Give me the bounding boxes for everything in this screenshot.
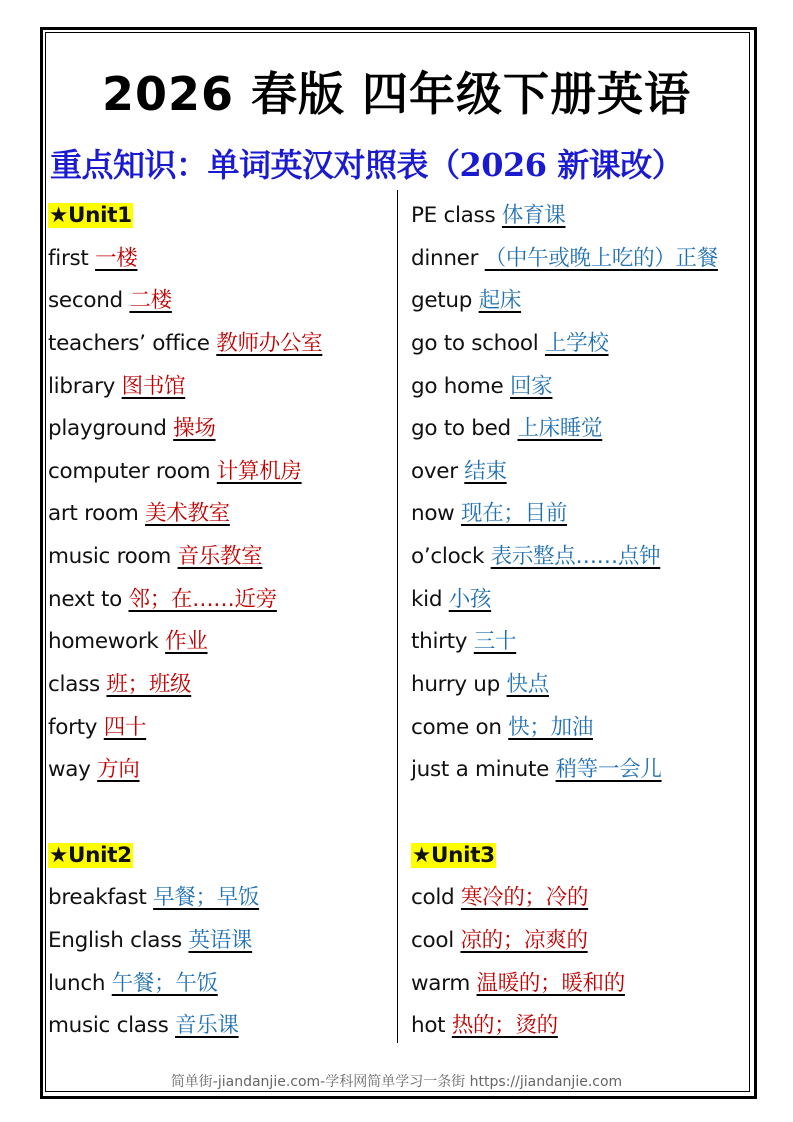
vocab-entry [48, 579, 393, 622]
chinese-meaning: 快；加油 [508, 714, 594, 740]
chinese-meaning: 方向 [97, 757, 140, 783]
english-word: breakfast [48, 885, 147, 911]
chinese-meaning: 上床睡觉 [517, 416, 603, 442]
english-word: getup [411, 288, 473, 314]
english-word: hurry up [411, 672, 500, 698]
english-word: art room [48, 501, 139, 527]
chinese-meaning: （中午或晚上吃的）正餐 [484, 245, 718, 271]
english-word: playground [48, 416, 167, 442]
unit-label: ★Unit3 [412, 842, 495, 868]
vocab-entry [48, 963, 393, 1006]
english-word: way [48, 757, 91, 783]
vocab-entry [48, 1005, 393, 1048]
chinese-meaning: 音乐课 [175, 1013, 239, 1039]
vocab-entry [48, 877, 393, 920]
vocab-entry [48, 664, 393, 707]
vocab-entry [48, 238, 393, 281]
english-word: music room [48, 544, 172, 570]
vocab-entry [411, 963, 751, 1006]
chinese-meaning: 三十 [473, 629, 517, 655]
english-word: go home [411, 373, 504, 399]
english-word: go to school [411, 330, 539, 356]
left-column [48, 195, 393, 1048]
vocab-entry [48, 323, 393, 366]
english-word: hot [411, 1013, 446, 1039]
vocab-entry [411, 877, 751, 920]
chinese-meaning: 起床 [478, 288, 522, 314]
english-word: lunch [48, 970, 106, 996]
chinese-meaning: 四十 [103, 714, 147, 740]
chinese-meaning: 寒冷的；冷的 [460, 885, 589, 911]
chinese-meaning: 英语课 [188, 927, 253, 953]
chinese-meaning: 班；班级 [106, 672, 192, 698]
chinese-meaning: 二楼 [129, 288, 172, 314]
vocab-entry [48, 707, 393, 750]
vocab-entry [411, 366, 751, 409]
vocab-entry [48, 621, 393, 664]
footer-watermark: 简单街-jiandanjie.com-学科网简单学习一条街 https://jiandanjie.com [170, 1074, 623, 1090]
chinese-meaning: 现在；目前 [461, 501, 568, 527]
unit-heading [48, 195, 393, 238]
vocab-entry [48, 920, 393, 963]
blank-row [411, 792, 751, 835]
vocab-entry [411, 920, 751, 963]
chinese-meaning: 上学校 [544, 330, 609, 356]
vocab-entry [48, 536, 393, 579]
english-word: homework [48, 629, 159, 655]
chinese-meaning: 美术教室 [145, 501, 230, 527]
chinese-meaning: 快点 [506, 672, 549, 698]
chinese-meaning: 体育课 [501, 203, 566, 228]
vocab-entry [411, 1005, 751, 1048]
chinese-meaning: 邻；在……近旁 [128, 586, 277, 612]
english-word: over [411, 458, 458, 484]
english-word: come on [411, 714, 502, 740]
chinese-meaning: 早餐；早饭 [153, 885, 260, 911]
chinese-meaning: 温暖的；暖和的 [476, 970, 625, 996]
page-subtitle: 重点知识：单词英汉对照表（2026 新课改） [50, 146, 684, 184]
english-word: o’clock [411, 544, 485, 570]
vocab-entry [48, 280, 393, 323]
english-word: second [48, 288, 123, 314]
english-word: PE class [411, 203, 496, 228]
chinese-meaning: 一楼 [95, 245, 138, 271]
chinese-meaning: 结束 [464, 458, 507, 484]
english-word: just a minute [411, 757, 550, 783]
english-word: English class [48, 927, 182, 953]
chinese-meaning: 表示整点……点钟 [490, 544, 661, 570]
vocab-entry [411, 621, 751, 664]
blank-row [48, 792, 393, 835]
chinese-meaning: 计算机房 [216, 458, 302, 484]
english-word: library [48, 373, 116, 399]
chinese-meaning: 小孩 [448, 586, 492, 612]
english-word: music class [48, 1013, 169, 1039]
english-word: now [411, 501, 455, 527]
english-word: thirty [411, 629, 468, 655]
vocab-entry [411, 664, 751, 707]
chinese-meaning: 凉的；凉爽的 [460, 927, 588, 953]
english-word: cool [411, 927, 454, 953]
unit-heading [48, 835, 393, 878]
unit-heading [411, 835, 751, 878]
vocab-entry [48, 451, 393, 494]
english-word: first [48, 245, 89, 271]
english-word: warm [411, 970, 470, 996]
english-word: teachers’ office [48, 330, 210, 356]
unit-label: ★Unit1 [49, 203, 132, 228]
english-word: forty [48, 714, 98, 740]
vocab-entry [411, 238, 751, 281]
chinese-meaning: 稍等一会儿 [555, 757, 662, 783]
vocab-entry [411, 408, 751, 451]
chinese-meaning: 教师办公室 [216, 330, 323, 356]
vocab-entry [48, 749, 393, 792]
unit-label: ★Unit2 [49, 842, 132, 868]
vocab-entry [48, 493, 393, 536]
vocab-entry [411, 749, 751, 792]
english-word: go to bed [411, 416, 511, 442]
chinese-meaning: 图书馆 [121, 373, 186, 399]
english-word: computer room [48, 458, 211, 484]
chinese-meaning: 热的；烫的 [451, 1013, 558, 1039]
english-word: next to [48, 586, 122, 612]
english-word: cold [411, 885, 455, 911]
vocab-entry [411, 195, 751, 238]
chinese-meaning: 音乐教室 [177, 544, 263, 570]
english-word: dinner [411, 245, 479, 271]
chinese-meaning: 操场 [173, 416, 216, 442]
vocab-entry [411, 579, 751, 622]
chinese-meaning: 作业 [165, 629, 208, 655]
vocab-entry [411, 707, 751, 750]
vocab-entry [411, 280, 751, 323]
page-title: 2026 春版 四年级下册英语 [101, 67, 692, 121]
vocab-entry [411, 451, 751, 494]
chinese-meaning: 午餐；午饭 [111, 970, 218, 996]
right-column [411, 195, 751, 1048]
vocab-entry [411, 323, 751, 366]
vocab-entry [48, 366, 393, 409]
english-word: class [48, 672, 100, 698]
english-word: kid [411, 586, 443, 612]
vocab-entry [411, 536, 751, 579]
chinese-meaning: 回家 [510, 373, 553, 399]
column-divider [397, 190, 398, 1043]
vocab-entry [411, 493, 751, 536]
vocab-entry [48, 408, 393, 451]
